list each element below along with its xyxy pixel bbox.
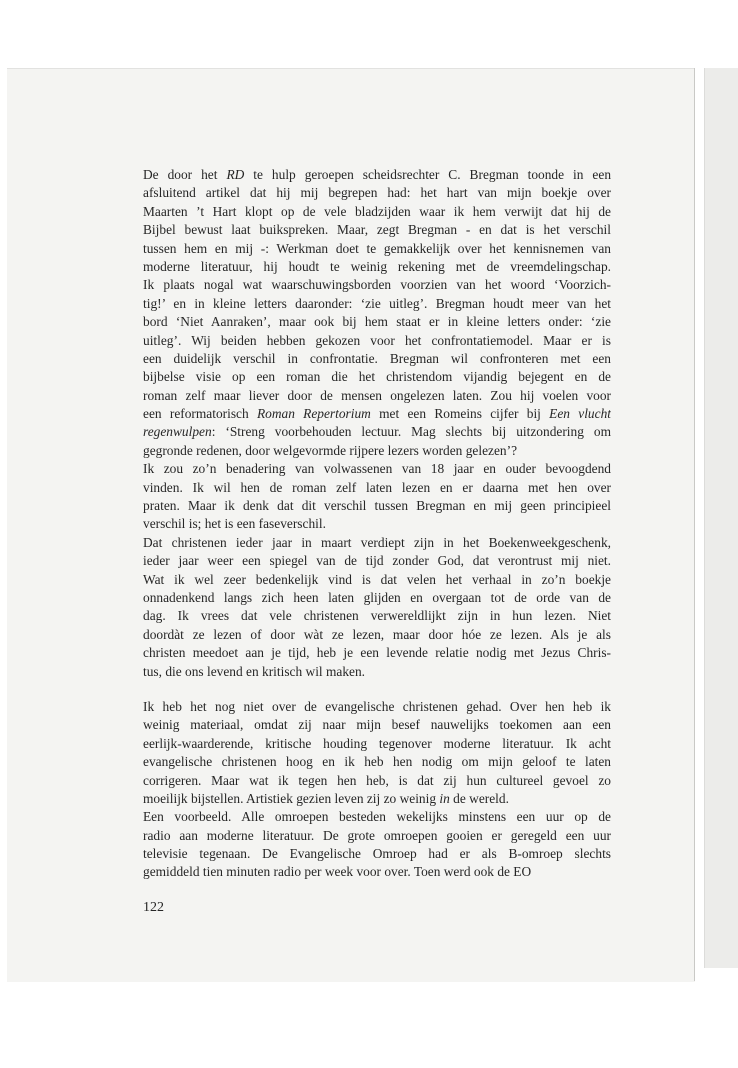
text-line: Ik plaats nogal wat waarschuwingsborden voorzien van het woord ‘Voorzich- xyxy=(143,277,611,293)
text-line: Ik heb het nog niet over de evangelische christenen gehad. Over hen heb ik xyxy=(143,698,611,714)
text-line: onnadenkend langs zich heen laten glijden en overgaan tot de orde van de xyxy=(143,589,611,605)
text-line: bord ‘Niet Aanraken’, maar ook bij hem staat er in kleine letters onder: ‘zie xyxy=(143,314,611,330)
text-line: radio aan moderne literatuur. De grote omroepen gooien er geregeld een uur xyxy=(143,827,611,843)
text-line: roman zelf maar liever door de mensen ongelezen laten. Zou hij voelen voor xyxy=(143,387,611,403)
paragraph-gap xyxy=(143,681,611,698)
text-line: praten. Maar ik denk dat dit verschil tussen Bregman en mij geen principieel xyxy=(143,498,611,514)
paragraph xyxy=(143,166,611,460)
text-line: moeilijk bijstellen. Artistiek gezien leven zij zo weinig in de wereld. xyxy=(143,790,509,806)
text-line: Wat ik wel zeer bedenkelijk vind is dat velen het verhaal in zo’n boekje xyxy=(143,571,611,587)
text-line: uitleg’. Wij beiden hebben gekozen voor het confrontatiemodel. Maar er is xyxy=(143,332,611,348)
text-line: evangelische christenen hoog en ik heb hen nodig om mijn geloof te laten xyxy=(143,754,611,770)
paragraph xyxy=(143,460,611,534)
text-line: Een voorbeeld. Alle omroepen besteden wekelijks minstens een uur op de xyxy=(143,809,611,825)
facing-page-edge xyxy=(704,68,738,968)
text-line: tussen hem en mij -: Werkman doet te gemakkelijk over het kennisnemen van xyxy=(143,240,611,256)
text-line: eerlijk-waarderende, kritische houding tegenover moderne literatuur. Ik acht xyxy=(143,735,611,751)
text-line: christen meedoet aan je tijd, heb je een levende relatie nodig met Jezus Chris- xyxy=(143,645,611,661)
text-line: weinig materiaal, omdat zij naar mijn besef nauwelijks toekomen aan een xyxy=(143,717,611,733)
text-line: gemiddeld tien minuten radio per week voor over. Toen werd ook de EO xyxy=(143,864,532,880)
text-line: afsluitend artikel dat hij mij begrepen had: het hart van mijn boekje over xyxy=(143,185,611,201)
page-edge xyxy=(694,68,695,981)
text-line: regenwulpen: ‘Streng voorbehouden lectuur. Mag slechts bij uitzondering om xyxy=(143,424,611,440)
text-line: een duidelijk verschil in confrontatie. Bregman wil confronteren met een xyxy=(143,350,611,366)
text-line: Ik zou zo’n benadering van volwassenen van 18 jaar en ouder bevoogdend xyxy=(143,461,611,477)
text-line: televisie tegenaan. De Evangelische Omroep had er als B-omroep slechts xyxy=(143,846,611,862)
text-line: gegronde redenen, door welgevormde rijpere lezers worden gelezen’? xyxy=(143,442,518,458)
text-line: verschil is; het is een faseverschil. xyxy=(143,516,326,532)
paragraph xyxy=(143,698,611,808)
text-line: vinden. Ik wil hen de roman zelf laten lezen en er daarna met hen over xyxy=(143,479,611,495)
paragraph xyxy=(143,808,611,882)
text-line: doordàt ze lezen of door wàt ze lezen, maar door hóe ze lezen. Als je als xyxy=(143,626,611,642)
text-line: tus, die ons levend en kritisch wil maken. xyxy=(143,663,366,679)
text-line: moderne literatuur, hij houdt te weinig rekening met de vreemdelingschap. xyxy=(143,258,611,274)
body-text xyxy=(143,166,611,882)
page-number: 122 xyxy=(143,900,164,915)
text-line: Bijbel bewust laat buikspreken. Maar, zegt Bregman - en dat is het verschil xyxy=(143,222,611,238)
text-line: De door het RD te hulp geroepen scheidsrechter C. Bregman toonde in een xyxy=(143,167,611,182)
text-line: tig!’ en in kleine letters daaronder: ‘zie uitleg’. Bregman houdt meer van het xyxy=(143,295,611,311)
text-line: Maarten ’t Hart klopt op de vele bladzijden waar ik hem verwijt dat hij de xyxy=(143,203,611,219)
text-line: een reformatorisch Roman Repertorium met een Romeins cijfer bij Een vlucht xyxy=(143,406,611,422)
text-line: Dat christenen ieder jaar in maart verdiept zijn in het Boekenweekgeschenk, xyxy=(143,534,611,550)
text-line: dag. Ik vrees dat vele christenen verwereldlijkt zijn in hun lezen. Niet xyxy=(143,608,611,624)
text-line: bijbelse visie op een roman die het christendom vijandig bejegent en de xyxy=(143,369,611,385)
paragraph xyxy=(143,534,611,681)
text-line: corrigeren. Maar wat ik tegen hen heb, is dat zij hun cultureel gevoel zo xyxy=(143,772,611,788)
text-line: ieder jaar weer een spiegel van de tijd zonder God, dat verontrust mij niet. xyxy=(143,553,611,569)
